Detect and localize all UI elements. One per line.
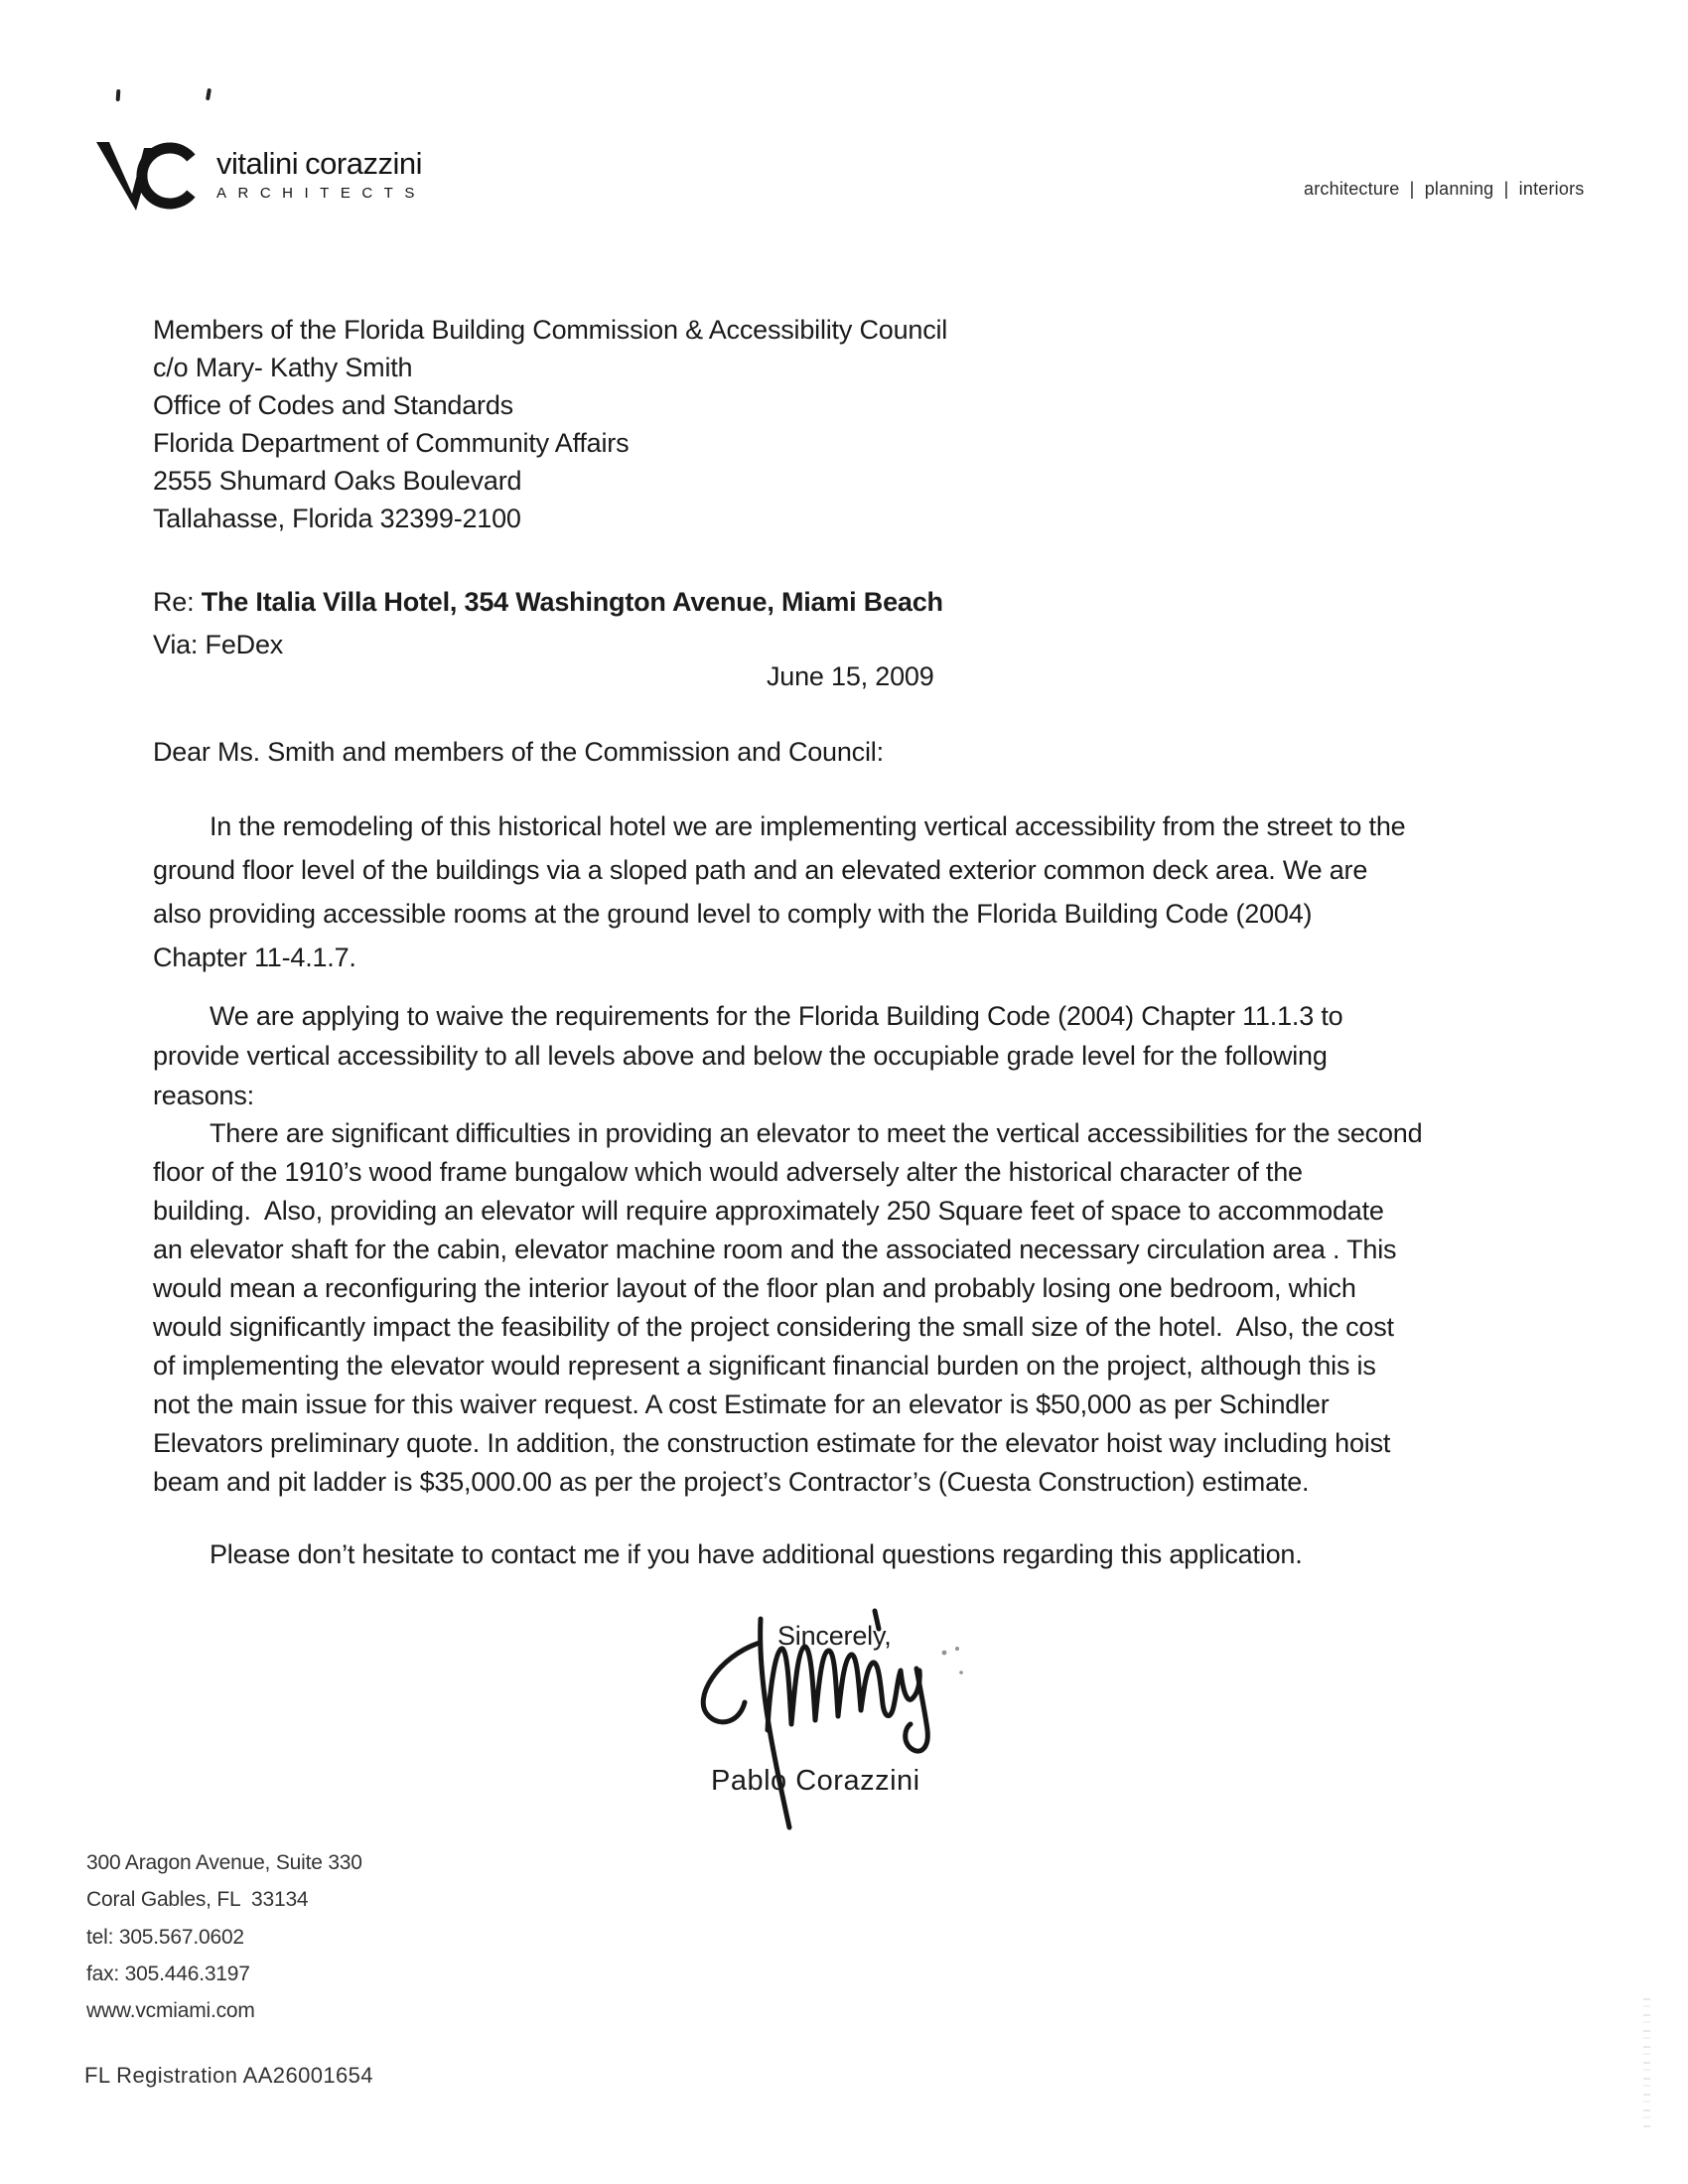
scan-artifact-edge-noise: [1643, 1998, 1650, 2127]
body-paragraph-3: [153, 1114, 1422, 1502]
signer-name: Pablo Corazzini: [711, 1765, 920, 1797]
vc-logo-monogram-icon: [96, 138, 206, 212]
body-line: not the main issue for this waiver request. A cost Estimate for an elevator is $50,000 as per Schindler: [153, 1389, 1330, 1419]
letterhead-tagline: architecture | planning | interiors: [1304, 179, 1585, 199]
footer-fax: fax: 305.446.3197: [86, 1962, 250, 1985]
body-line: floor of the 1910’s wood frame bungalow which would adversely alter the historical character of the: [153, 1157, 1303, 1187]
body-line: of implementing the elevator would represent a significant financial burden on the project, although this is: [153, 1351, 1376, 1381]
footer-address-line2: Coral Gables, FL 33134: [86, 1888, 309, 1912]
body-line: Chapter 11-4.1.7.: [153, 943, 356, 972]
footer-contact-block: [86, 1844, 362, 2029]
body-line: We are applying to waive the requirements for the Florida Building Code (2004) Chapter 11.1.3 to: [210, 1001, 1343, 1031]
recipient-line: c/o Mary- Kathy Smith: [153, 353, 413, 382]
subject-re-line: [153, 581, 943, 624]
handwritten-signature-icon: [640, 1599, 978, 1837]
scan-artifact-tick-right: [206, 88, 211, 101]
subject-via-line: Via: FeDex: [153, 630, 284, 659]
body-paragraph-2: [153, 996, 1342, 1115]
brand-name-last: corazzini: [305, 146, 422, 181]
body-line: In the remodeling of this historical hotel we are implementing vertical accessibility from the street to the: [210, 811, 1406, 841]
scan-artifact-tick-left: [116, 89, 121, 101]
body-line: ground floor level of the buildings via a sloped path and an elevated exterior common deck area. We are: [153, 855, 1368, 885]
recipient-line: Office of Codes and Standards: [153, 390, 513, 420]
recipient-address-block: [153, 311, 947, 537]
body-paragraph-4: [153, 1532, 1303, 1576]
body-line: would mean a reconfiguring the interior layout of the floor plan and probably losing one bedroom, which: [153, 1273, 1356, 1303]
body-line: building. Also, providing an elevator will require approximately 250 Square feet of space to accommodate: [153, 1196, 1384, 1226]
letter-date: June 15, 2009: [767, 661, 934, 691]
body-line: also providing accessible rooms at the ground level to comply with the Florida Building Code (2004): [153, 899, 1313, 929]
body-line: Please don’t hesitate to contact me if you have additional questions regarding this application.: [210, 1539, 1303, 1569]
footer-address-line1: 300 Aragon Avenue, Suite 330: [86, 1851, 362, 1874]
body-line: beam and pit ladder is $35,000.00 as per the project’s Contractor’s (Cuesta Construction) estimate.: [153, 1467, 1310, 1497]
body-line: There are significant difficulties in providing an elevator to meet the vertical accessibilities for the second: [210, 1118, 1423, 1148]
brand-name: [216, 146, 426, 182]
body-paragraph-1: [153, 804, 1405, 979]
body-line: would significantly impact the feasibility of the project considering the small size of the hotel. Also, the cost: [153, 1312, 1394, 1342]
brand-subtitle: ARCHITECTS: [216, 185, 426, 202]
recipient-line: Members of the Florida Building Commission & Accessibility Council: [153, 315, 948, 345]
footer-website: www.vcmiami.com: [86, 1999, 255, 2023]
footer-telephone: tel: 305.567.0602: [86, 1925, 244, 1949]
brand-name-first: vitalini: [216, 146, 299, 181]
re-title: The Italia Villa Hotel, 354 Washington Avenue, Miami Beach: [201, 587, 943, 617]
subject-block: [153, 581, 943, 666]
recipient-line: 2555 Shumard Oaks Boulevard: [153, 466, 522, 496]
body-line: reasons:: [153, 1081, 254, 1110]
salutation: Dear Ms. Smith and members of the Commission and Council:: [153, 737, 884, 767]
recipient-line: Florida Department of Community Affairs: [153, 428, 630, 458]
re-label: Re:: [153, 587, 202, 617]
brand-block: [216, 146, 426, 202]
body-line: an elevator shaft for the cabin, elevator machine room and the associated necessary circulation area . This: [153, 1235, 1397, 1264]
body-line: Elevators preliminary quote. In addition, the construction estimate for the elevator hoist way including hoist: [153, 1428, 1391, 1458]
fl-registration: FL Registration AA26001654: [84, 2063, 373, 2088]
recipient-line: Tallahasse, Florida 32399-2100: [153, 504, 521, 533]
valediction: Sincerely,: [777, 1621, 892, 1651]
body-line: provide vertical accessibility to all levels above and below the occupiable grade level for the following: [153, 1041, 1328, 1071]
